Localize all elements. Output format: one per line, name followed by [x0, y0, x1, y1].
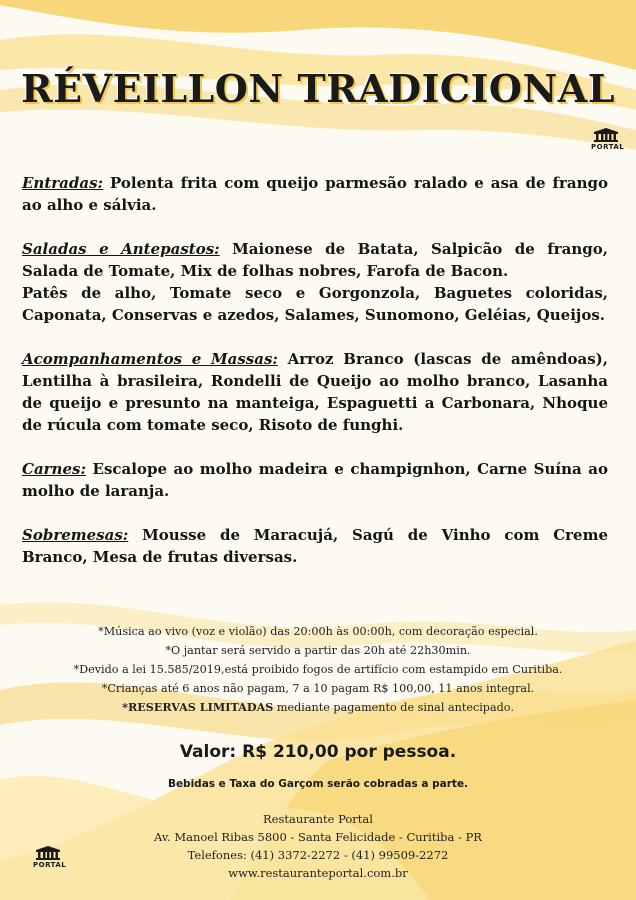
note-musica: *Música ao vivo (voz e violão) das 20:00h às 00:00h, com decoração especial. — [98, 625, 538, 638]
menu-acompanhamentos — [22, 348, 608, 436]
section-label-saladas: Saladas e Antepastos: — [22, 240, 220, 258]
carnes-text: Escalope ao molho madeira e champignhon, Carne Suína ao molho de laranja. — [22, 460, 608, 500]
section-label-entradas: Entradas: — [22, 174, 104, 192]
drinks-note: Bebidas e Taxa do Garçom serão cobradas a parte. — [167, 778, 469, 790]
restaurant-website: www.restauranteportal.com.br — [228, 866, 408, 880]
building-icon — [593, 128, 619, 142]
saladas-text: Maionese de Batata, Salpicão de frango, Salada de Tomate, Mix de folhas nobres, Farofa de Bacon. — [22, 240, 608, 280]
menu-carnes — [22, 458, 608, 502]
logo-text: PORTAL — [33, 861, 67, 869]
menu-entradas — [22, 172, 608, 216]
note-lei: *Devido a lei 15.585/2019,está proibido fogos de artifício com estampido em Curitiba. — [73, 663, 563, 676]
sobremesas-text: Mousse de Maracujá, Sagú de Vinho com Creme Branco, Mesa de frutas diversas. — [22, 526, 608, 566]
saladas-text-2: Patês de alho, Tomate seco e Gorgonzola, Baguetes coloridas, Caponata, Conservas e azedos, Salames, Sunomono, Geléias, Queijos. — [22, 284, 608, 324]
menu-section — [22, 172, 608, 590]
acompanhamentos-text: Arroz Branco (lascas de amêndoas), Lentilha à brasileira, Rondelli de Queijo ao molho branco, Lasanha de queijo e presunto na manteiga, Espaguetti a Carbonara, Nhoque de rúcula com tomate seco, Risoto de funghi. — [22, 350, 608, 434]
logo-text: PORTAL — [591, 143, 625, 151]
entradas-text: Polenta frita com queijo parmesão ralado e asa de frango ao alho e sálvia. — [22, 174, 608, 214]
reservas-bold: *RESERVAS LIMITADAS — [122, 700, 274, 714]
building-icon — [35, 846, 61, 860]
section-label-acompanhamentos: Acompanhamentos e Massas: — [22, 350, 278, 368]
note-reservas — [0, 698, 636, 717]
price-text: Valor: R$ 210,00 por pessoa. — [179, 742, 457, 762]
notes-section — [0, 622, 636, 717]
restaurant-phones: Telefones: (41) 3372-2272 - (41) 99509-2272 — [187, 848, 449, 862]
portal-logo-top — [591, 128, 625, 151]
section-label-sobremesas: Sobremesas: — [22, 526, 129, 544]
menu-sobremesas — [22, 524, 608, 568]
restaurant-address: Av. Manoel Ribas 5800 - Santa Felicidade - Curitiba - PR — [154, 830, 482, 844]
note-criancas: *Crianças até 6 anos não pagam, 7 a 10 pagam R$ 100,00, 11 anos integral. — [101, 682, 535, 695]
reservas-rest: mediante pagamento de sinal antecipado. — [273, 701, 514, 714]
note-jantar: *O jantar será servido a partir das 20h até 22h30min. — [165, 644, 471, 657]
restaurant-name: Restaurante Portal — [263, 812, 373, 826]
footer-contact — [0, 810, 636, 882]
portal-logo-bottom — [33, 846, 67, 869]
menu-saladas — [22, 238, 608, 326]
page-title: RÉVEILLON TRADICIONAL — [21, 66, 615, 111]
section-label-carnes: Carnes: — [22, 460, 86, 478]
